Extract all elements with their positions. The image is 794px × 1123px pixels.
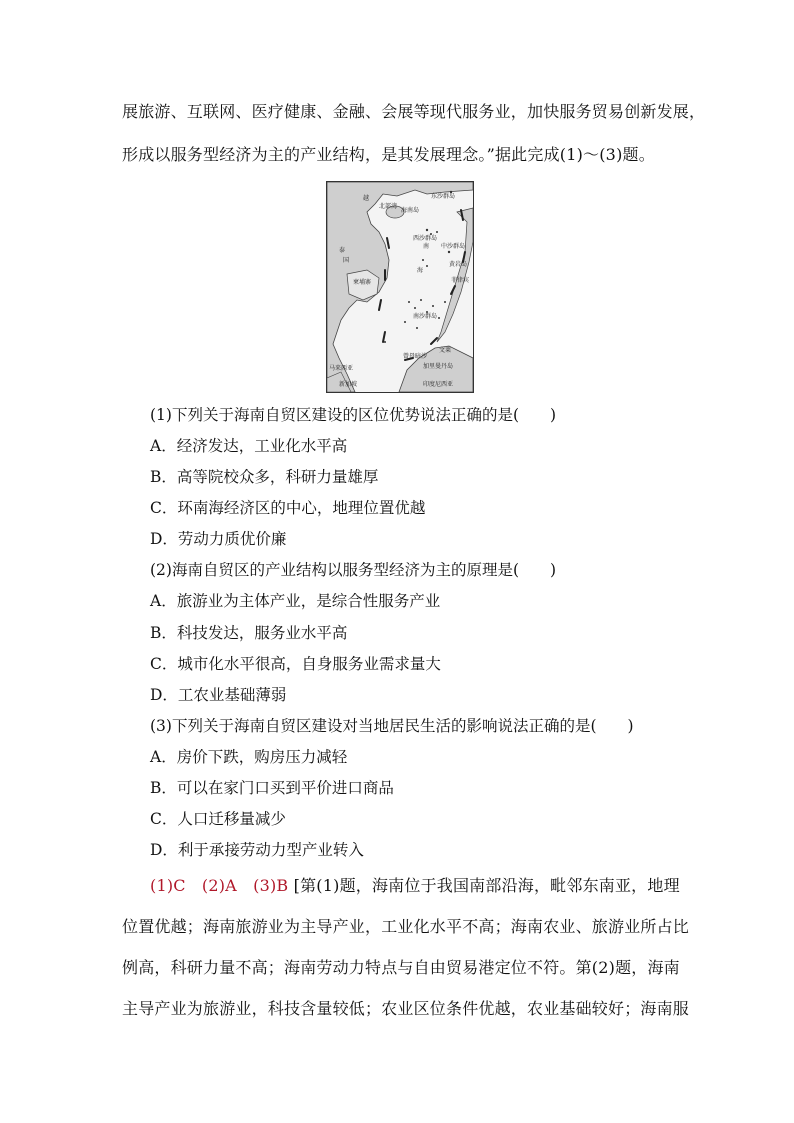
map-label: 菲律宾 (451, 277, 470, 284)
question-1-option-d: D．劳动力质优价廉 (150, 530, 287, 548)
map-label: 柬埔寨 (353, 279, 372, 286)
question-2-option-c: C．城市化水平很高，自身服务业需求量大 (150, 655, 441, 673)
answer-explanation-start: [第(1)题，海南位于我国南部沿海，毗邻东南亚，地理 (293, 876, 680, 895)
map-label: 海 (417, 267, 424, 274)
map-label: 新加坡 (339, 381, 358, 388)
question-3-option-c: C．人口迁移量减少 (150, 810, 286, 828)
map-label: 加里曼丹岛 (423, 363, 454, 370)
question-3-option-d: D．利于承接劳动力型产业转入 (150, 841, 364, 859)
question-1-option-a: A．经济发达，工业化水平高 (150, 437, 348, 455)
answer-line-4: 主导产业为旅游业，科技含量较低；农业区位条件优越，农业基础较好；海南服 (122, 999, 690, 1018)
map-label: 海南岛 (401, 207, 420, 214)
question-1-stem: (1)下列关于海南自贸区建设的区位优势说法正确的是( ) (150, 406, 557, 424)
map-label: 曾母暗沙 (403, 353, 428, 360)
answer-line-3: 例高，科研力量不高；海南劳动力特点与自由贸易港定位不符。第(2)题，海南 (122, 958, 680, 977)
question-3-option-b: B．可以在家门口买到平价进口商品 (150, 779, 394, 797)
question-1-option-c: C．环南海经济区的中心，地理位置优越 (150, 499, 426, 517)
answer-keys: (1)C (2)A (3)B (150, 876, 289, 895)
question-3-stem: (3)下列关于海南自贸区建设对当地居民生活的影响说法正确的是( ) (150, 717, 634, 735)
map-label: 东沙群岛 (431, 193, 456, 200)
map-label: 南 (423, 243, 430, 250)
map-label: 国 (343, 257, 350, 264)
map-label: 中沙群岛 (441, 243, 466, 250)
map-label: 北部湾 (379, 203, 398, 210)
question-2-option-a: A．旅游业为主体产业，是综合性服务产业 (150, 592, 441, 610)
map-label: 西沙群岛 (413, 235, 438, 242)
answer-line-2: 位置优越；海南旅游业为主导产业，工业化水平不高；海南农业、旅游业所占比 (122, 917, 690, 936)
map-label: 越 (363, 195, 370, 202)
south-china-sea-map (326, 181, 474, 393)
question-2-option-b: B．科技发达，服务业水平高 (150, 624, 348, 642)
map-label: 黄岩岛 (449, 261, 468, 268)
question-2-option-d: D．工农业基础薄弱 (150, 686, 287, 704)
question-2-stem: (2)海南自贸区的产业结构以服务型经济为主的原理是( ) (150, 561, 557, 579)
map-label: 文莱 (439, 347, 452, 354)
question-3-option-a: A．房价下跌，购房压力减轻 (150, 748, 348, 766)
map-label: 马来西亚 (329, 365, 354, 372)
intro-line-2: 形成以服务型经济为主的产业结构，是其发展理念。”据此完成(1)～(3)题。 (122, 145, 655, 164)
map-label: 印度尼西亚 (423, 381, 454, 388)
question-1-option-b: B．高等院校众多，科研力量雄厚 (150, 468, 379, 486)
intro-line-1: 展旅游、互联网、医疗健康、金融、会展等现代服务业，加快服务贸易创新发展， (122, 102, 706, 121)
answer-line-1 (150, 876, 680, 896)
map-label: 南沙群岛 (413, 313, 438, 320)
map-label: 泰 (339, 247, 346, 254)
